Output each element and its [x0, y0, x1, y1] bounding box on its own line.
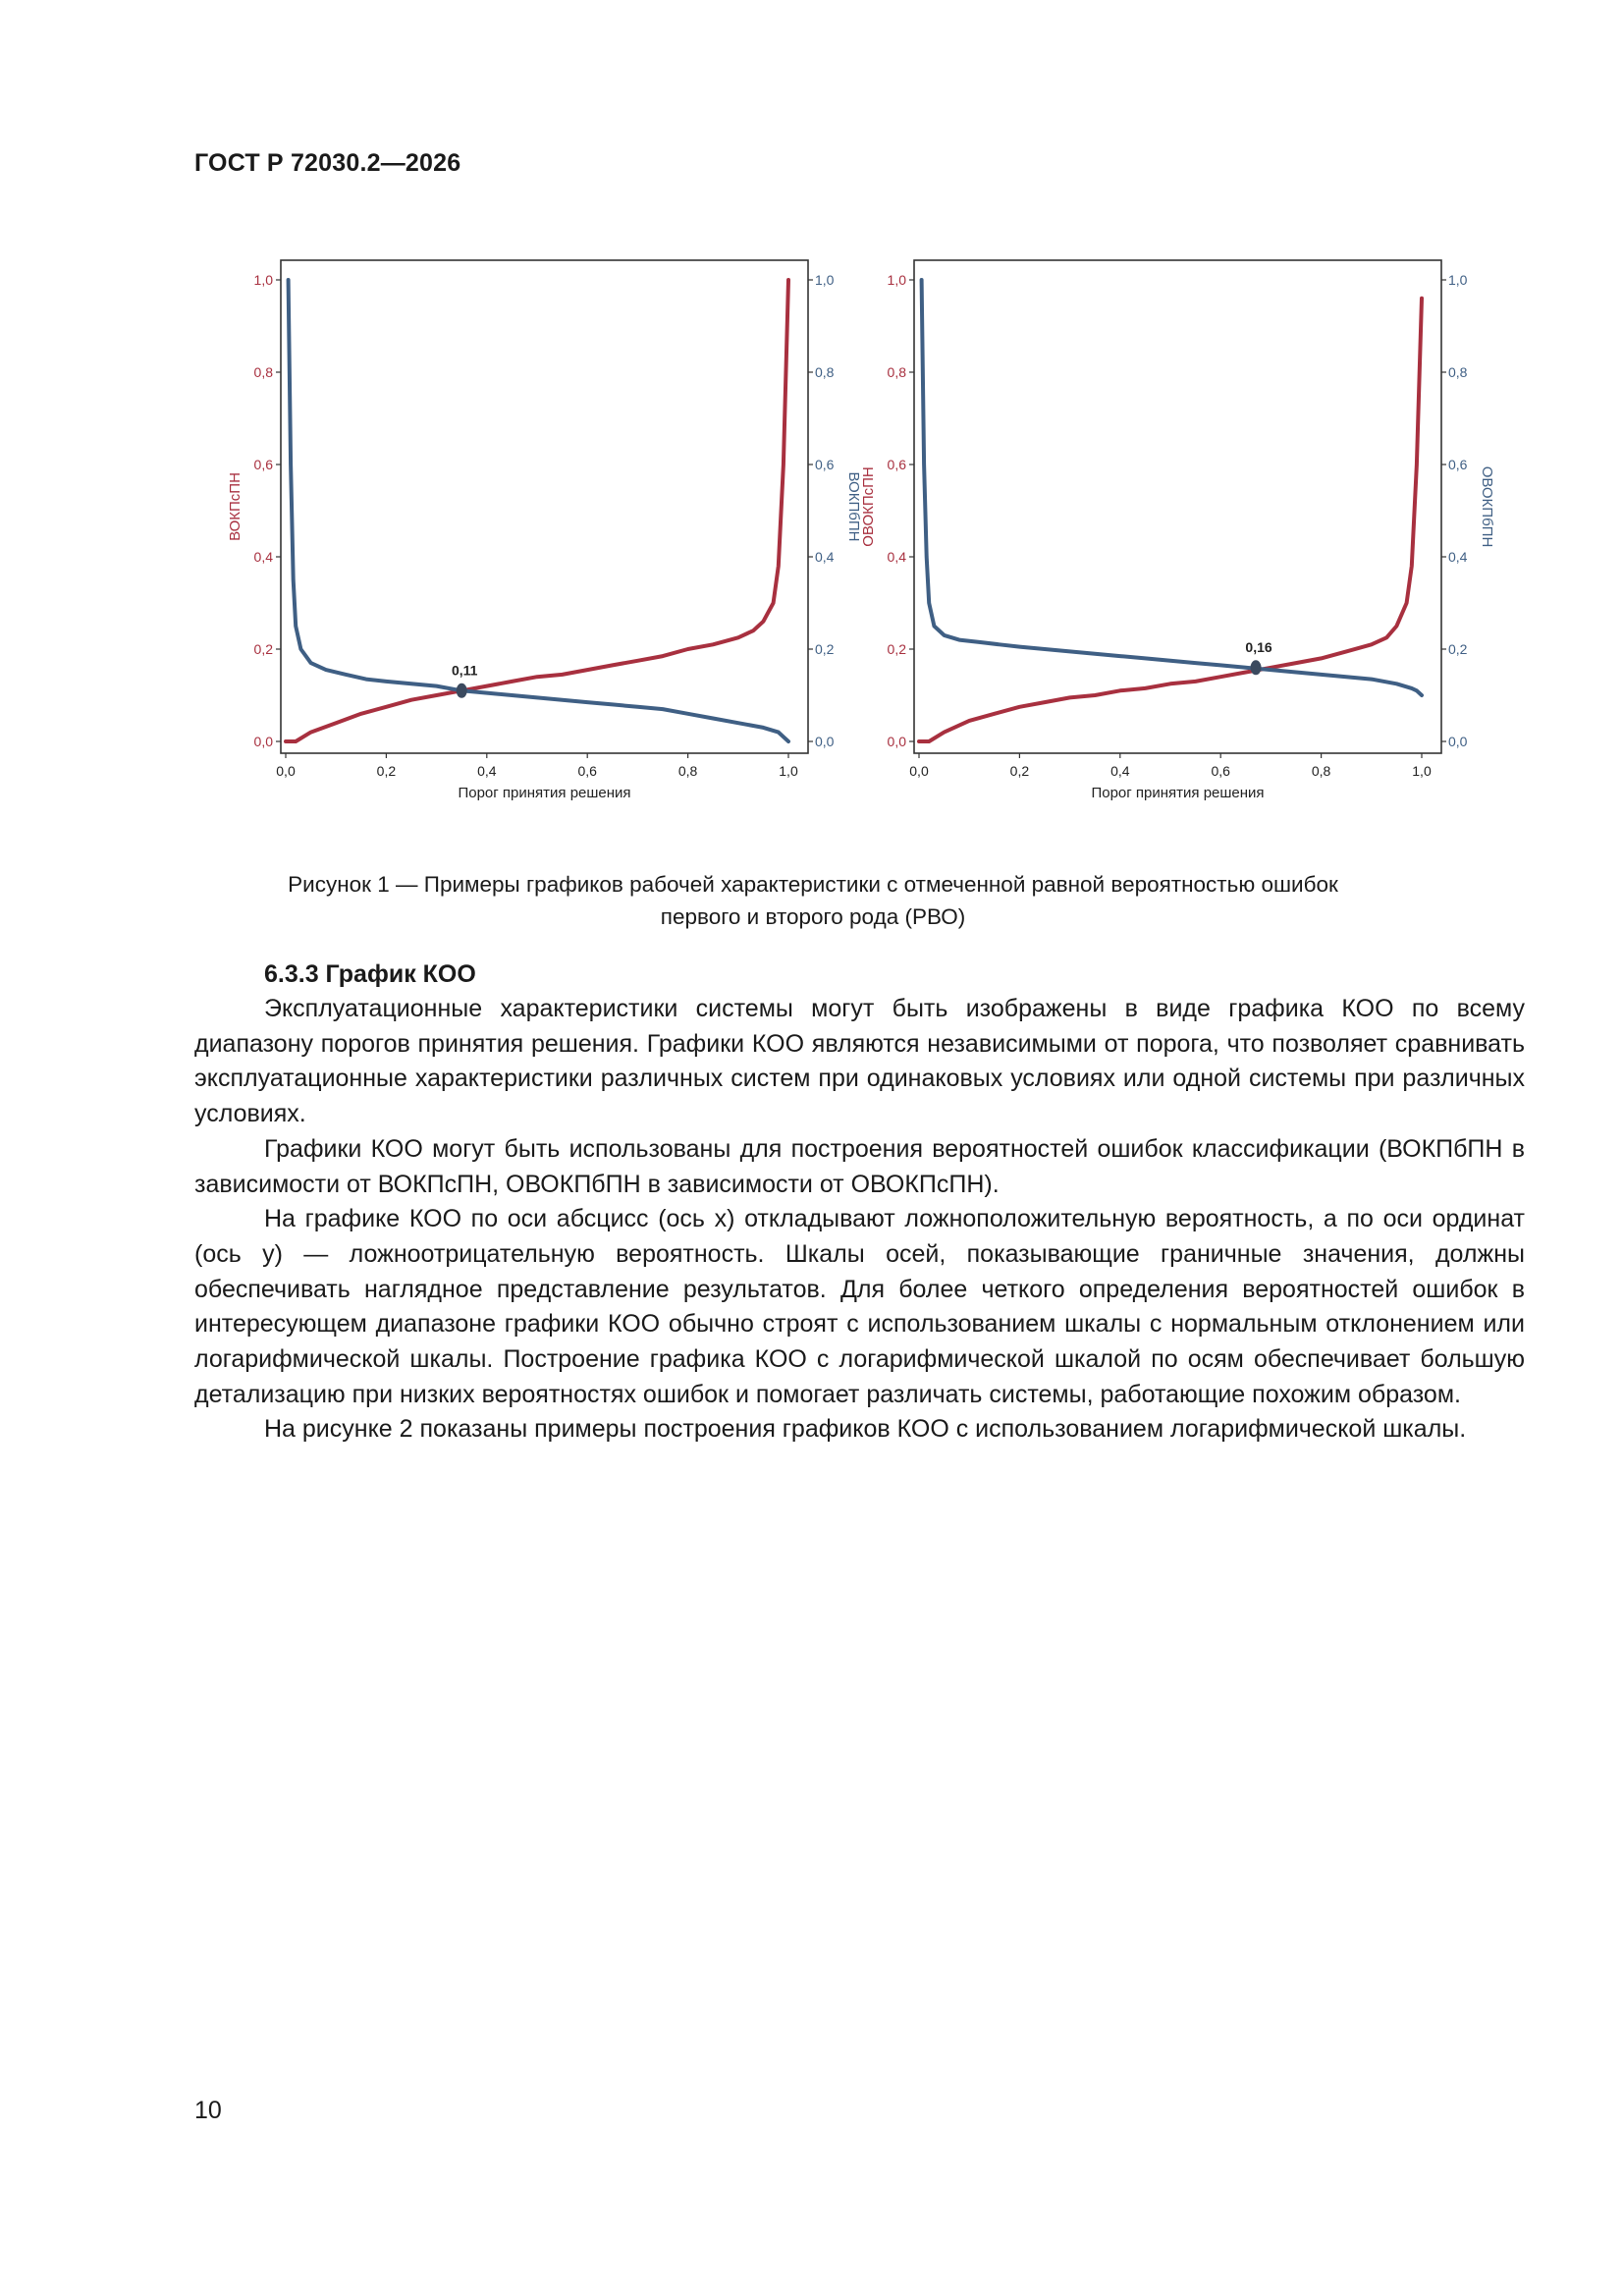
chart-right-ytick-label-left: 0,0 [887, 734, 906, 749]
chart-left-xtick-label: 0,0 [276, 763, 296, 779]
chart-left-xtick-label: 0,4 [477, 763, 497, 779]
chart-right-y-axis-title-left: ОВОКПсПН [860, 466, 877, 547]
chart-left-ytick-label-left: 0,0 [253, 734, 273, 749]
chart-right-xtick-label: 0,6 [1211, 763, 1230, 779]
chart-left-ytick-label-right: 0,8 [815, 364, 835, 380]
chart-left-svg [214, 250, 862, 840]
chart-right-ytick-label-right: 0,6 [1448, 457, 1468, 472]
chart-left-ytick-label-left: 1,0 [253, 272, 273, 288]
chart-left-ytick-label-right: 0,2 [815, 641, 835, 657]
chart-left-ytick-label-left: 0,4 [253, 549, 273, 565]
chart-right-xtick-label: 0,2 [1009, 763, 1030, 779]
chart-right-series-blue-line [922, 280, 1422, 695]
chart-right-ytick-label-left: 1,0 [887, 272, 906, 288]
body-text [194, 992, 1525, 1448]
figure-caption-line-1: Рисунок 1 — Примеры графиков рабочей характеристики с отмеченной равной вероятностью ошибок [288, 872, 1338, 897]
chart-left-x-axis-title: Порог принятия решения [458, 785, 631, 801]
chart-right-y-axis-title-right: ОВОКПбПН [1479, 465, 1495, 548]
chart-left-series-blue-line [289, 280, 788, 741]
chart-left-xtick-label: 0,2 [376, 763, 397, 779]
document-header: ГОСТ Р 72030.2—2026 [194, 149, 461, 177]
chart-right-xtick-label: 0,8 [1311, 763, 1331, 779]
chart-right-ytick-label-right: 0,4 [1448, 549, 1468, 565]
paragraph-2: Графики КОО могут быть использованы для построения вероятностей ошибок классификации (ВОКПбПН в зависимости от ВОКПсПН, ОВОКПбПН в зависимости от ОВОКПсПН). [194, 1134, 1525, 1198]
chart-right [847, 250, 1495, 840]
chart-right-xtick-label: 0,0 [909, 763, 929, 779]
chart-left-y-axis-title-right: ВОКПбПН [845, 471, 862, 542]
chart-left-eer-point [457, 683, 467, 698]
chart-left [214, 250, 862, 840]
chart-right-eer-point [1251, 660, 1262, 675]
chart-left-xtick-label: 1,0 [779, 763, 798, 779]
chart-right-x-axis-title: Порог принятия решения [1091, 785, 1265, 801]
chart-left-series-red-line [286, 280, 788, 741]
section-heading: 6.3.3 График КОО [264, 960, 476, 988]
chart-right-svg [847, 250, 1495, 840]
chart-left-ytick-label-right: 0,4 [815, 549, 835, 565]
chart-right-ytick-label-right: 0,8 [1448, 364, 1468, 380]
chart-right-ytick-label-left: 0,4 [887, 549, 906, 565]
chart-left-ytick-label-right: 0,6 [815, 457, 835, 472]
paragraph-4: На рисунке 2 показаны примеры построения графиков КОО с использованием логарифмической шкалы. [264, 1415, 1467, 1444]
figure-caption-line-2: первого и второго рода (РВО) [660, 904, 966, 929]
chart-left-xtick-label: 0,6 [577, 763, 597, 779]
chart-right-ytick-label-right: 0,2 [1448, 641, 1468, 657]
chart-right-ytick-label-left: 0,6 [887, 457, 906, 472]
chart-left-y-axis-title-left: ВОКПсПН [227, 472, 243, 541]
chart-right-ytick-label-left: 0,8 [887, 364, 906, 380]
chart-right-xtick-label: 1,0 [1412, 763, 1432, 779]
chart-right-xtick-label: 0,4 [1110, 763, 1130, 779]
paragraph-1: Эксплуатационные характеристики системы могут быть изображены в виде графика КОО по всему диапазону порогов принятия решения. Графики КОО являются независимыми от порога, что позволяет сравнивать эксплуатационные характеристики различных систем при одинаковых условиях или одной системы при различных условиях. [194, 995, 1525, 1128]
chart-right-eer-label: 0,16 [1245, 638, 1272, 655]
chart-right-ytick-label-left: 0,2 [887, 641, 906, 657]
chart-left-ytick-label-right: 1,0 [815, 272, 835, 288]
chart-right-ytick-label-right: 0,0 [1448, 734, 1468, 749]
figure-caption [194, 868, 1432, 933]
page-number: 10 [194, 2097, 222, 2124]
chart-right-ytick-label-right: 1,0 [1448, 272, 1468, 288]
paragraph-3: На графике КОО по оси абсцисс (ось x) откладывают ложноположительную вероятность, а по оси ординат (ось y) — ложноотрицательную вероятность. Шкалы осей, показывающие граничные значения, должны обеспечивать наглядное представление результатов. Для более четкого определения вероятностей ошибок в интересующем диапазоне графики КОО обычно строят с использованием шкалы с нормальным отклонением или логарифмической шкалы. Построение графика КОО с логарифмической шкалой по осям обеспечивает большую детализацию при низких вероятностях ошибок и помогает различать системы, работающие похожим образом. [194, 1205, 1525, 1408]
chart-left-eer-label: 0,11 [451, 662, 478, 679]
chart-left-ytick-label-left: 0,6 [253, 457, 273, 472]
chart-left-ytick-label-left: 0,8 [253, 364, 273, 380]
chart-left-ytick-label-right: 0,0 [815, 734, 835, 749]
chart-left-ytick-label-left: 0,2 [253, 641, 273, 657]
chart-left-xtick-label: 0,8 [677, 763, 698, 779]
